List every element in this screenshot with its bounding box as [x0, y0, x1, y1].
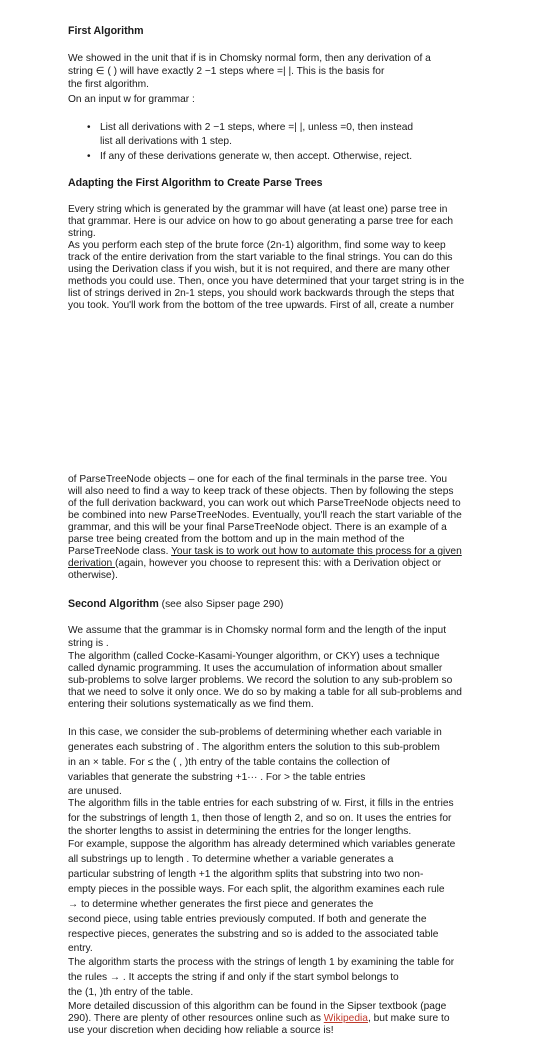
second-p2-line-10: all substrings up to length . To determine whether a variable generates a — [68, 854, 394, 865]
task-underlined-1: Your task is to work out how to automate this process for a given — [171, 546, 462, 557]
second-p3-line-2 — [68, 1013, 450, 1025]
adapting-line-5: track of the entire derivation from the start variable to the final strings. You can do this — [68, 252, 453, 263]
second-p2-line-7: for the substrings of length 1, then those of length 2, and so on. It uses the entries for — [68, 813, 452, 824]
second-p2-line-14: second piece, using table entries previously computed. If both and generate the — [68, 914, 427, 925]
second-p2-line-19: the (1, )th entry of the table. — [68, 987, 194, 998]
second-p2-line-4: variables that generate the substring +1··· . For > the table entries — [68, 772, 366, 783]
second-p3-line-3: use your discretion when deciding how reliable a source is! — [68, 1025, 334, 1036]
task-underlined-2: derivation — [68, 558, 116, 569]
bullet-icon: • — [87, 151, 91, 162]
second-p2-line-5: are unused. — [68, 786, 122, 797]
adapting-line-9: you took. You'll work from the bottom of the tree upwards. First of all, create a number — [68, 300, 454, 311]
second-p3-line-2a: 290). There are plenty of other resources online such as — [68, 1013, 324, 1024]
second-p1-line-3: The algorithm (called Cocke-Kasami-Younger algorithm, or CKY) uses a technique — [68, 651, 440, 662]
second-p3-line-2b: , but make sure to — [367, 1013, 450, 1024]
second-p1-line-7: entering their solutions systematically as we find them. — [68, 699, 314, 710]
second-p1-line-6: that we need to solve it only once. We do so by making a table for all sub-problems and — [68, 687, 462, 698]
first-algo-line-2: string ∈ ( ) will have exactly 2 −1 steps where =| |. This is the basis for — [68, 66, 385, 77]
adapting-line-7: methods you could use. Then, once you have determined that your target string is in the — [68, 276, 465, 287]
first-algo-bullet-2: If any of these derivations generate w, then accept. Otherwise, reject. — [100, 151, 413, 162]
second-p2-line-3: in an × table. For ≤ the ( , )th entry of the table contains the collection of — [68, 757, 390, 768]
adapting-line-12: of the full derivation backward, you can work out which ParseTreeNode objects need to — [68, 498, 461, 509]
second-p2-line-12: empty pieces in the possible ways. For each split, the algorithm examines each rule — [68, 884, 445, 895]
second-p2-line-11: particular substring of length +1 the algorithm splits that substring into two non- — [68, 869, 424, 880]
adapting-line-16 — [68, 546, 462, 558]
second-algorithm-title: Second Algorithm — [68, 598, 159, 610]
wikipedia-link[interactable]: Wikipedia — [323, 1013, 368, 1024]
adapting-line-17 — [68, 558, 441, 570]
adapting-line-2: that grammar. Here is our advice on how to go about generating a parse tree for each — [68, 216, 454, 227]
first-algo-line-1: We showed in the unit that if is in Chomsky normal form, then any derivation of a — [68, 53, 431, 64]
adapting-line-10: of ParseTreeNode objects – one for each of the final terminals in the parse tree. You — [68, 474, 448, 485]
first-algorithm-heading: First Algorithm — [68, 25, 144, 37]
first-algo-bullet-1a: List all derivations with 2 −1 steps, where =| |, unless =0, then instead — [100, 122, 414, 133]
adapting-line-11: will also need to find a way to keep track of these objects. Then by following the steps — [68, 486, 454, 497]
second-p2-line-9: For example, suppose the algorithm has already determined which variables generate — [68, 839, 456, 850]
second-p2-line-13: → to determine whether generates the first piece and generates the — [68, 899, 374, 910]
second-p2-line-8: the shorter lengths to assist in determining the entries for the longer lengths. — [68, 826, 412, 837]
adapting-line-15: parse tree being created from the bottom and up in the main method of the — [68, 534, 405, 545]
second-p1-line-1: We assume that the grammar is in Chomsky normal form and the length of the input — [68, 625, 447, 636]
second-p3-line-1: More detailed discussion of this algorithm can be found in the Sipser textbook (page — [68, 1001, 447, 1012]
second-p2-line-1: In this case, we consider the sub-problems of determining whether each variable in — [68, 727, 442, 738]
adapting-line-8: list of strings derived in 2n-1 steps, you should work backwards through the steps that — [68, 288, 455, 299]
second-p2-line-17: The algorithm starts the process with the strings of length 1 by examining the table for — [68, 957, 455, 968]
adapting-line-13: be combined into new ParseTreeNodes. Eventually, you'll reach the start variable of the — [68, 510, 462, 521]
adapting-heading: Adapting the First Algorithm to Create Parse Trees — [68, 177, 323, 189]
adapting-line-3: string. — [68, 228, 96, 239]
second-algorithm-note: (see also Sipser page 290) — [158, 599, 284, 610]
adapting-line-18: otherwise). — [68, 570, 118, 581]
first-algo-line-3: the first algorithm. — [68, 79, 149, 90]
second-p2-line-6: The algorithm fills in the table entries for each substring of w. First, it fills in the entries — [68, 798, 454, 809]
second-p2-line-15: respective pieces, generates the substring and so is added to the associated table — [68, 929, 439, 940]
second-algorithm-heading — [68, 598, 283, 611]
second-p2-line-18: the rules → . It accepts the string if and only if the start symbol belongs to — [68, 972, 399, 983]
adapting-line-16-text: ParseTreeNode class. — [68, 546, 172, 557]
second-p2-line-2: generates each substring of . The algorithm enters the solution to this sub-problem — [68, 742, 440, 753]
first-algo-bullet-1b: list all derivations with 1 step. — [100, 136, 232, 147]
first-algo-line-4: On an input w for grammar : — [68, 94, 195, 105]
second-p1-line-5: sub-problems to solve larger problems. We record the solution to any sub-problem so — [68, 675, 453, 686]
task-rest-2: (again, however you choose to represent this: with a Derivation object or — [115, 558, 442, 569]
second-p1-line-2: string is . — [68, 638, 109, 649]
second-p2-line-16: entry. — [68, 943, 93, 954]
adapting-line-14: grammar, and this will be your final ParseTreeNode object. There is an example of a — [68, 522, 447, 533]
adapting-line-4: As you perform each step of the brute force (2n-1) algorithm, find some way to keep — [68, 240, 446, 251]
adapting-line-6: using the Derivation class if you wish, but it is not required, and there are many other — [68, 264, 450, 275]
second-p1-line-4: called dynamic programming. It uses the accumulation of information about smaller — [68, 663, 443, 674]
bullet-icon: • — [87, 122, 91, 133]
adapting-line-1: Every string which is generated by the grammar will have (at least one) parse tree in — [68, 204, 448, 215]
